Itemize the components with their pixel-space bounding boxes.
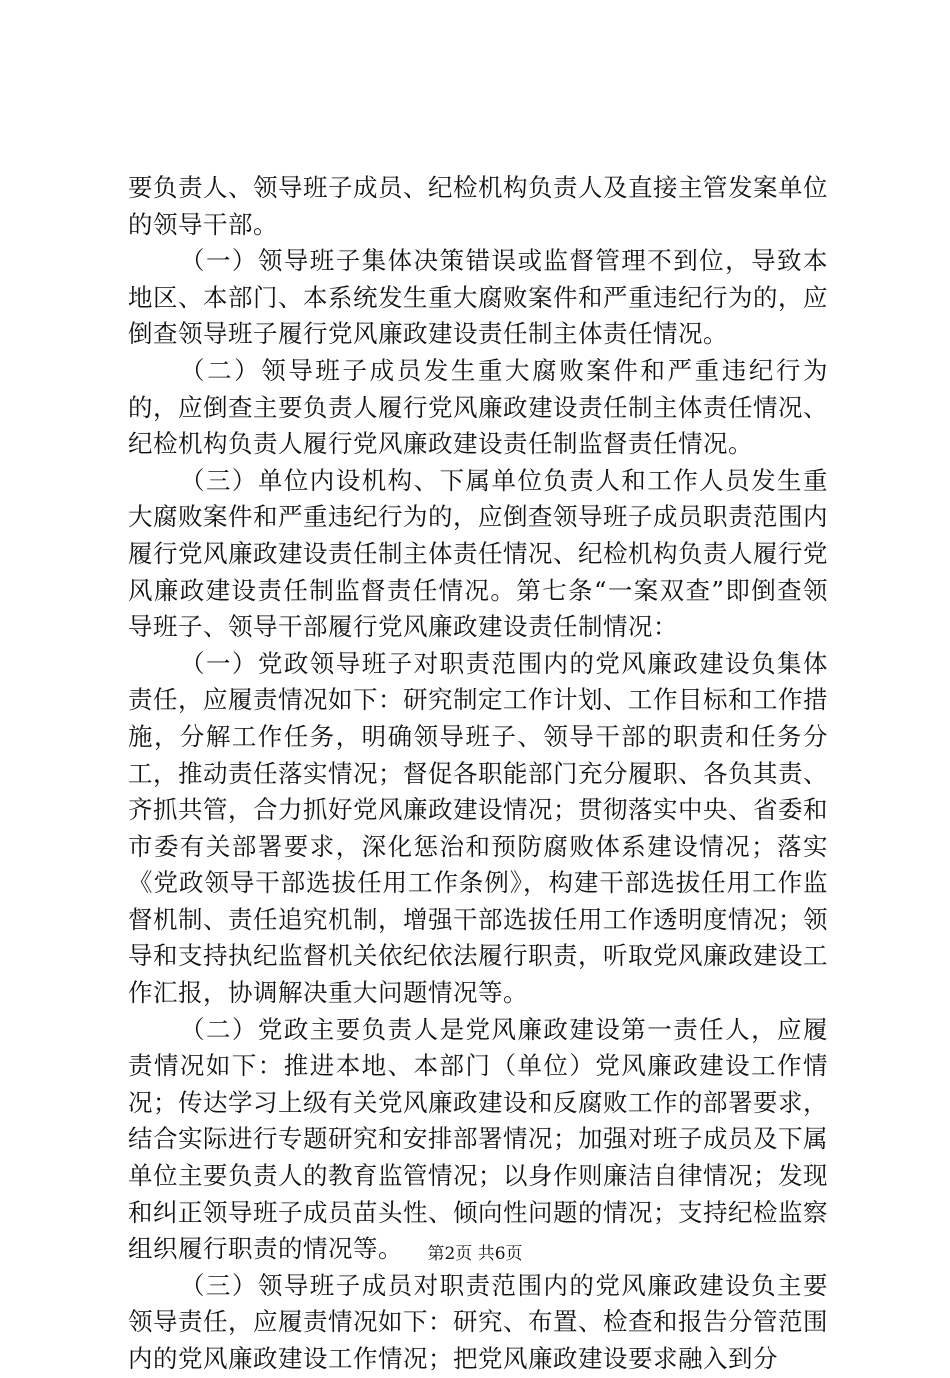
- paragraph-continuation: 要负责人、领导班子成员、纪检机构负责人及直接主管发案单位的领导干部。: [128, 173, 828, 239]
- paragraph-duty-3: （三）领导班子成员对职责范围内的党风廉政建设负主要领导责任，应履责情况如下：研究、布置、检查和报告分管范围内的党风廉政建设工作情况；把党风廉政建设要求融入到分: [128, 1270, 828, 1373]
- page-number-label: 第2页 共6页: [427, 1244, 523, 1264]
- paragraph-item-1: （一）领导班子集体决策错误或监督管理不到位，导致本地区、本部门、本系统发生重大腐败案件和严重违纪行为的，应倒查领导班子履行党风廉政建设责任制主体责任情况。: [128, 246, 828, 349]
- paragraph-item-2: （二）领导班子成员发生重大腐败案件和严重违纪行为的，应倒查主要负责人履行党风廉政建设责任制主体责任情况、纪检机构负责人履行党风廉政建设责任制监督责任情况。: [128, 355, 828, 459]
- paragraph-item-3: （三）单位内设机构、下属单位负责人和工作人员发生重大腐败案件和严重违纪行为的，应倒查领导班子成员职责范围内履行党风廉政建设责任制主体责任情况、纪检机构负责人履行党风廉政建设责任制监督责任情况。第七条“一案双查”即倒查领导班子、领导干部履行党风廉政建设责任制情况：: [128, 465, 828, 642]
- paragraph-duty-2: （二）党政主要负责人是党风廉政建设第一责任人，应履责情况如下：推进本地、本部门（单位）党风廉政建设工作情况；传达学习上级有关党风廉政建设和反腐败工作的部署要求，结合实际进行专题研究和安排部署情况；加强对班子成员及下属单位主要负责人的教育监管情况；以身作则廉洁自律情况；发现和纠正领导班子成员苗头性、倾向性问题的情况；支持纪检监察组织履行职责的情况等。: [128, 1014, 828, 1264]
- paragraph-duty-1: （一）党政领导班子对职责范围内的党风廉政建设负集体责任，应履责情况如下：研究制定工作计划、工作目标和工作措施，分解工作任务，明确领导班子、领导干部的职责和任务分工，推动责任落实情况；督促各职能部门充分履职、各负其责、齐抓共管，合力抓好党风廉政建设情况；贯彻落实中央、省委和市委有关部署要求，深化惩治和预防腐败体系建设情况；落实《党政领导干部选拔任用工作条例》，构建干部选拔任用工作监督机制、责任追究机制，增强干部选拔任用工作透明度情况；领导和支持执纪监督机关依纪依法履行职责，听取党风廉政建设工作汇报，协调解决重大问题情况等。: [128, 648, 828, 1008]
- document-body: [128, 170, 828, 1378]
- page-footer: [0, 1243, 950, 1265]
